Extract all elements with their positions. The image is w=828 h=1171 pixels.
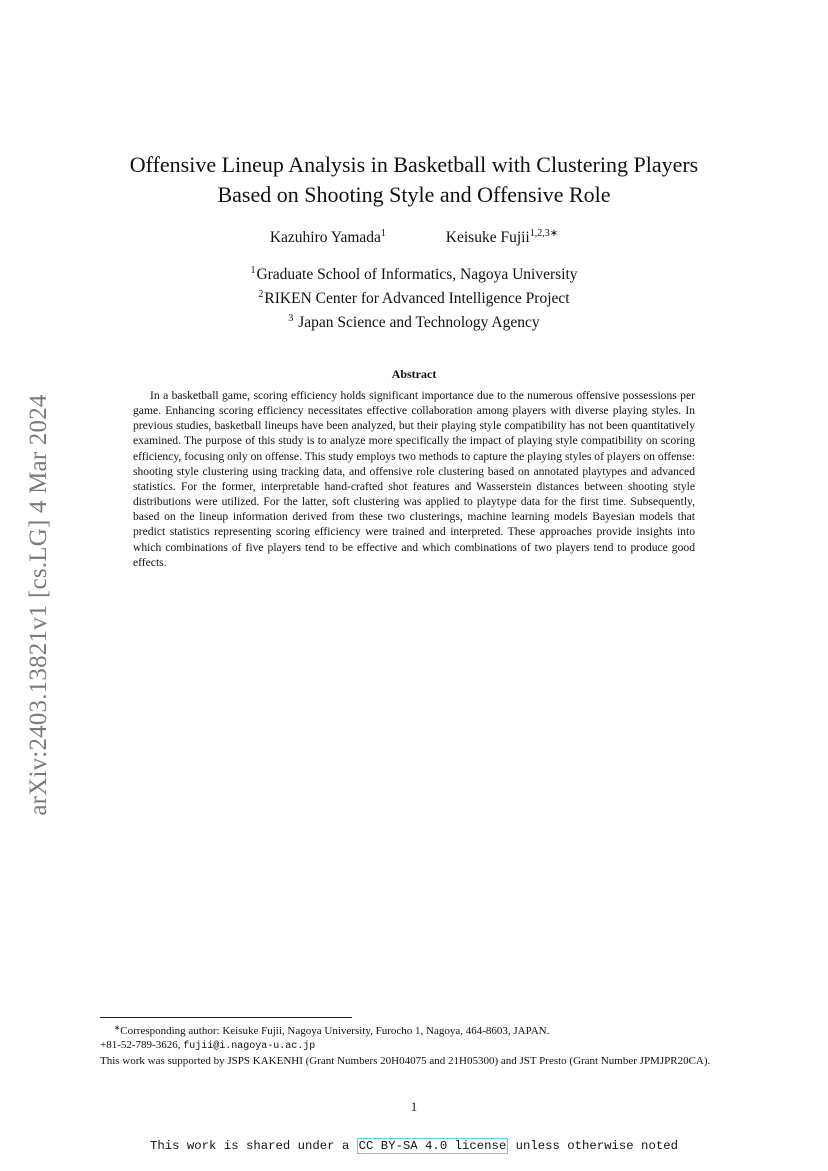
affiliation-marker: 1 — [250, 265, 256, 276]
affiliation-marker: 2 — [258, 289, 264, 300]
author-name: Kazuhiro Yamada — [269, 229, 381, 246]
footnotes — [100, 1021, 730, 1069]
license-link[interactable]: CC BY-SA 4.0 license — [358, 1139, 507, 1153]
phone-number: +81-52-789-3626, — [100, 1039, 184, 1052]
email-address: fujii@i.nagoya-u.ac.jp — [183, 1041, 316, 1053]
author — [446, 228, 558, 247]
page-number: 1 — [410, 1099, 418, 1114]
affiliation — [0, 261, 828, 285]
abstract-text: In a basketball game, scoring efficiency holds significant importance due to the numerous offensive possessions per game. Enhancing scoring efficiency necessitates effective collaboration among players with diverse playing styles. In previous studies, basketball lineups have been analyzed, but their playing style compatibility has not been quantitatively examined. The purpose of this study is to analyze more specifically the impact of playing style compatibility on scoring efficiency, focusing only on offense. This study employs two methods to capture the playing styles of players on offense: shooting style clustering using tracking data, and offensive role clustering based on annotated playtypes and advanced statistics. For the former, interpretable hand-crafted shot features and Wasserstein distances between shooting style distributions were utilized. For the latter, soft clustering was applied to playtype data for the first time. Subsequently, based on the lineup information derived from these two clusterings, machine learning models Bayesian models that predict statistics representing scoring efficiency were trained and interpreted. These approaches provide insights into which combinations of five players tend to be effective and which combinations of two players tend to produce good effects. — [133, 389, 695, 569]
author — [270, 228, 386, 247]
license-suffix: unless otherwise noted — [508, 1139, 678, 1153]
arxiv-identifier: arXiv:2403.13821v1 [cs.LG] 4 Mar 2024 — [25, 394, 52, 816]
affiliation-text: Graduate School of Informatics, Nagoya University — [256, 266, 578, 283]
author-affiliation-marker: 1 — [380, 228, 386, 239]
author-list — [0, 228, 828, 247]
abstract-heading: Abstract — [391, 367, 437, 381]
title-line-2: Based on Shooting Style and Offensive Role — [217, 182, 611, 207]
affiliation-text: Japan Science and Technology Agency — [294, 314, 540, 331]
affiliation — [0, 285, 828, 309]
affiliations — [0, 261, 828, 333]
footnote-divider — [100, 1017, 352, 1018]
contact-line — [100, 1038, 730, 1054]
corresponding-author-note — [100, 1021, 730, 1038]
affiliation — [0, 309, 828, 333]
title-line-1: Offensive Lineup Analysis in Basketball with Clustering Players — [129, 152, 699, 177]
corresponding-author-text: Corresponding author: Keisuke Fujii, Nagoya University, Furocho 1, Nagoya, 464-8603, JAPAN. — [120, 1025, 550, 1037]
footnote-marker: ∗ — [114, 1023, 121, 1032]
paper-title — [0, 150, 828, 210]
funding-note: This work was supported by JSPS KAKENHI (Grant Numbers 20H04075 and 21H05300) and JST Presto (Grant Number JPMJPR20CA). — [100, 1055, 711, 1068]
affiliation-marker: 3 — [288, 313, 294, 324]
affiliation-text: RIKEN Center for Advanced Intelligence Project — [264, 290, 570, 307]
author-name: Keisuke Fujii — [445, 229, 530, 246]
license-prefix: This work is shared under a — [150, 1139, 357, 1153]
license-notice — [0, 1139, 828, 1153]
author-affiliation-marker: 1,2,3∗ — [529, 228, 559, 239]
